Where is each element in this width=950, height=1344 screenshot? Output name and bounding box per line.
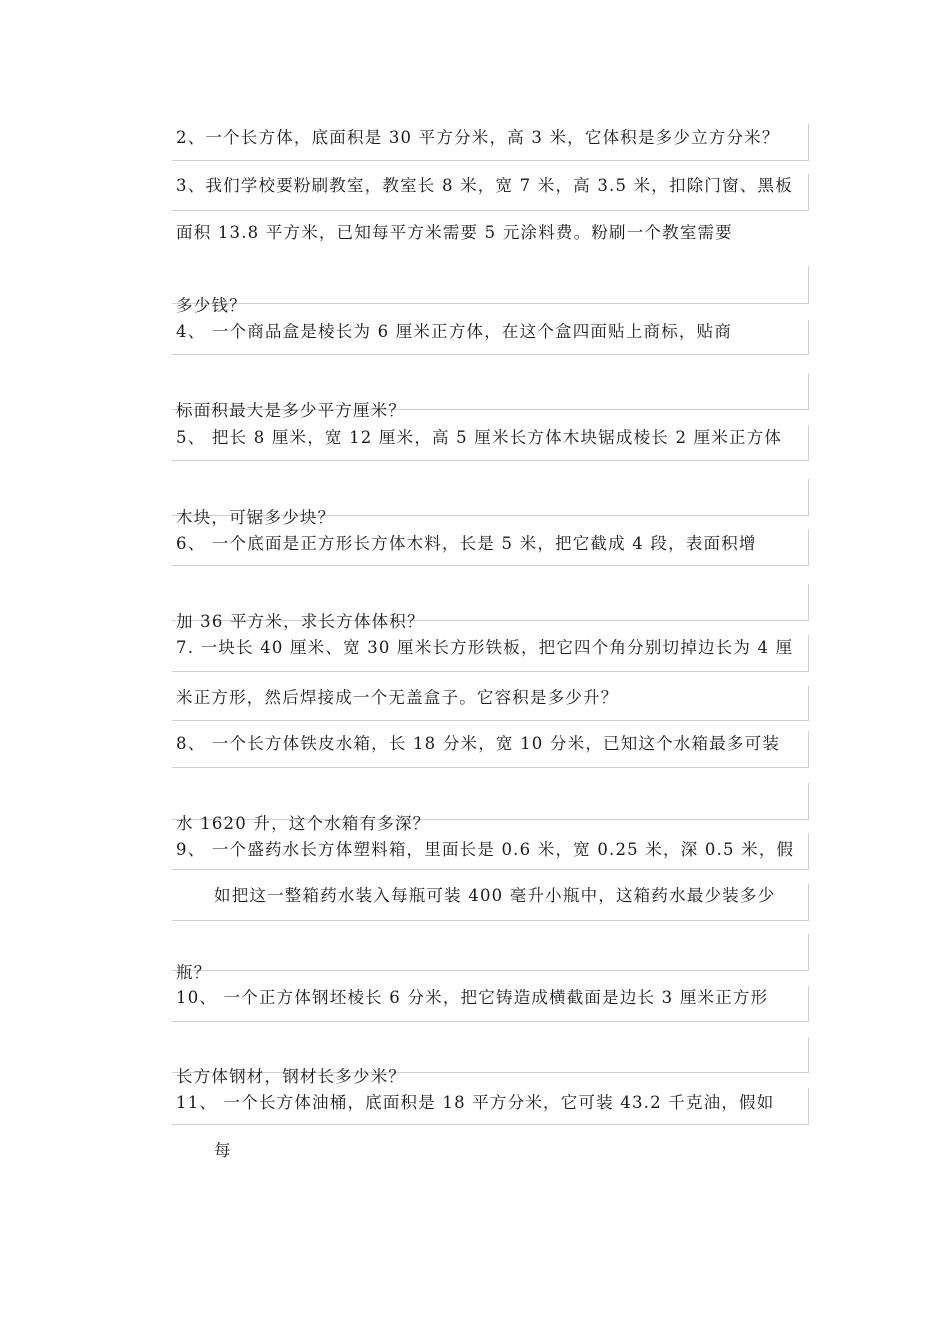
problem-3-line-1: 3、我们学校要粉刷教室，教室长 8 米，宽 7 米，高 3.5 米，扣除门窗、黑板 bbox=[176, 176, 793, 195]
problem-11-line-2: 每 bbox=[214, 1141, 232, 1160]
problem-9-line-3: 瓶？ bbox=[176, 963, 212, 982]
problem-3-line-2: 面积 13.8 平方米，已知每平方米需要 5 元涂料费。粉刷一个教室需要 bbox=[176, 223, 733, 242]
problem-4-line-2: 标面积最大是多少平方厘米？ bbox=[176, 401, 407, 420]
rule-frame bbox=[172, 266, 809, 304]
problem-8-line-1: 8、 一个长方体铁皮水箱，长 18 分米，宽 10 分米，已知这个水箱最多可装 bbox=[176, 734, 781, 753]
problem-9-line-1: 9、 一个盛药水长方体塑料箱，里面长是 0.6 米，宽 0.25 米，深 0.5 米，假 bbox=[176, 840, 795, 859]
problem-11-line-1: 11、 一个长方体油桶，底面积是 18 平方分米，它可装 43.2 千克油，假如 bbox=[176, 1093, 775, 1112]
problem-5-line-1: 5、 把长 8 厘米，宽 12 厘米，高 5 厘米长方体木块锯成棱长 2 厘米正方体 bbox=[176, 428, 783, 447]
problem-10-line-2: 长方体钢材，钢材长多少米？ bbox=[176, 1067, 407, 1086]
rule-frame bbox=[172, 934, 809, 971]
problem-6-line-1: 6、 一个底面是正方形长方体木料，长是 5 米，把它截成 4 段，表面积增 bbox=[176, 534, 757, 553]
problem-3-line-3: 多少钱？ bbox=[176, 296, 247, 315]
problem-10-line-1: 10、 一个正方体钢坯棱长 6 分米，把它铸造成横截面是边长 3 厘米正方形 bbox=[176, 988, 769, 1007]
problem-6-line-2: 加 36 平方米，求长方体体积？ bbox=[176, 612, 425, 631]
problem-7-line-2: 米正方形，然后焊接成一个无盖盒子。它容积是多少升？ bbox=[176, 688, 619, 707]
problem-5-line-2: 木块，可锯多少块？ bbox=[176, 508, 336, 527]
problem-2-line-1: 2、一个长方体，底面积是 30 平方分米，高 3 米，它体积是多少立方分米？ bbox=[176, 128, 780, 147]
problem-7-line-1: 7. 一块长 40 厘米、宽 30 厘米长方形铁板，把它四个角分别切掉边长为 4 厘 bbox=[176, 638, 794, 657]
problem-8-line-2: 水 1620 升，这个水箱有多深？ bbox=[176, 814, 431, 833]
problem-4-line-1: 4、 一个商品盒是棱长为 6 厘米正方体，在这个盒四面贴上商标，贴商 bbox=[176, 322, 733, 341]
problem-9-line-2: 如把这一整箱药水装入每瓶可装 400 毫升小瓶中，这箱药水最少装多少 bbox=[214, 886, 776, 905]
